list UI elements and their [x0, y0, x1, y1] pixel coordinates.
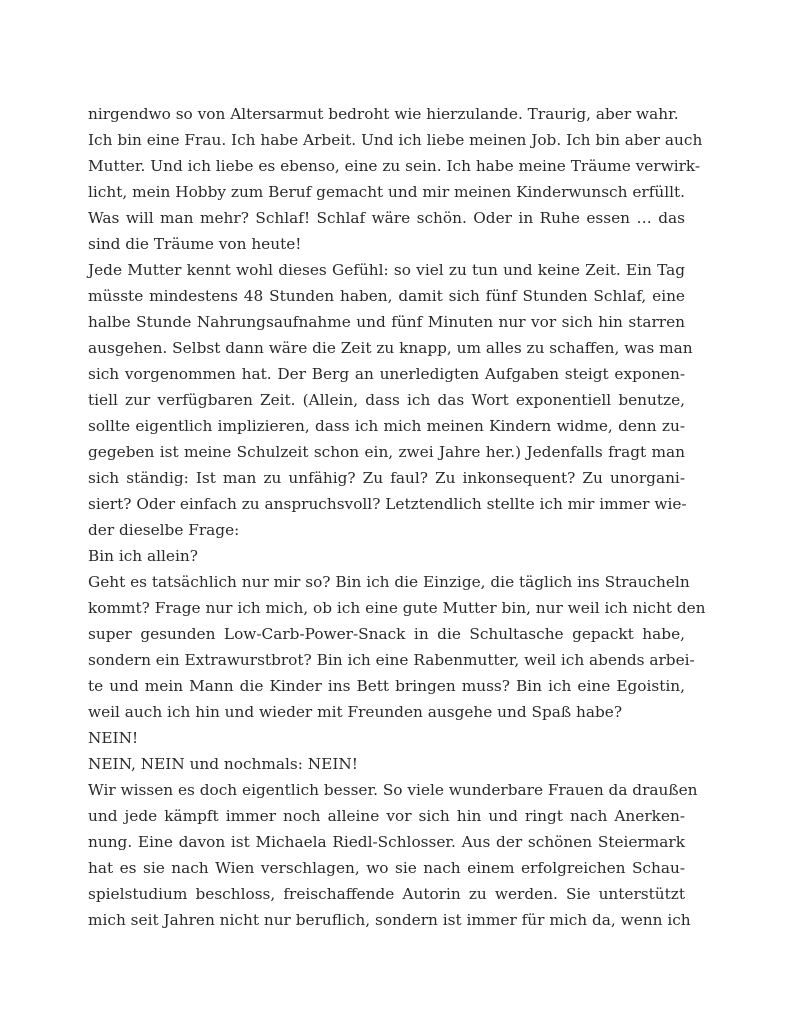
- text-line: siert? Oder einfach zu anspruchsvoll? Letztendlich stellte ich mir immer wie-: [88, 495, 687, 513]
- text-line: und jede kämpft immer noch alleine vor sich hin und ringt nach Anerken-: [88, 807, 685, 825]
- text-line: NEIN!: [88, 729, 139, 747]
- text-line: sollte eigentlich implizieren, dass ich mich meinen Kindern widme, denn zu-: [88, 417, 685, 435]
- text-line: müsste mindestens 48 Stunden haben, damit sich fünf Stunden Schlaf, eine: [88, 287, 685, 305]
- text-line: mich seit Jahren nicht nur beruflich, sondern ist immer für mich da, wenn ich: [88, 911, 691, 929]
- text-line: Geht es tatsächlich nur mir so? Bin ich die Einzige, die täglich ins Straucheln: [88, 573, 690, 591]
- text-line: sondern ein Extrawurstbrot? Bin ich eine Rabenmutter, weil ich abends arbei-: [88, 651, 695, 669]
- text-line: te und mein Mann die Kinder ins Bett bringen muss? Bin ich eine Egoistin,: [88, 677, 685, 695]
- text-line: Was will man mehr? Schlaf! Schlaf wäre schön. Oder in Ruhe essen … das: [88, 209, 685, 227]
- text-line: ausgehen. Selbst dann wäre die Zeit zu knapp, um alles zu schaffen, was man: [88, 339, 693, 357]
- text-line: kommt? Frage nur ich mich, ob ich eine gute Mutter bin, nur weil ich nicht den: [88, 599, 706, 617]
- text-line: weil auch ich hin und wieder mit Freunden ausgehe und Spaß habe?: [88, 703, 623, 721]
- text-line: Ich bin eine Frau. Ich habe Arbeit. Und ich liebe meinen Job. Ich bin aber auch: [88, 131, 703, 149]
- text-line: nirgendwo so von Altersarmut bedroht wie hierzulande. Traurig, aber wahr.: [88, 105, 679, 123]
- text-line: nung. Eine davon ist Michaela Riedl-Schlosser. Aus der schönen Steiermark: [88, 833, 685, 851]
- text-line: sich vorgenommen hat. Der Berg an unerledigten Aufgaben steigt exponen-: [88, 365, 685, 383]
- text-line: tiell zur verfügbaren Zeit. (Allein, dass ich das Wort exponentiell benutze,: [88, 391, 685, 409]
- text-line: sind die Träume von heute!: [88, 235, 302, 253]
- text-line: Jede Mutter kennt wohl dieses Gefühl: so viel zu tun und keine Zeit. Ein Tag: [88, 261, 685, 279]
- body-text: [88, 101, 706, 933]
- text-line: spielstudium beschloss, freischaffende Autorin zu werden. Sie unterstützt: [88, 885, 685, 903]
- text-line: Mutter. Und ich liebe es ebenso, eine zu sein. Ich habe meine Träume verwirk-: [88, 157, 701, 175]
- text-line: licht, mein Hobby zum Beruf gemacht und mir meinen Kinderwunsch erfüllt.: [88, 183, 685, 201]
- text-line: halbe Stunde Nahrungsaufnahme und fünf Minuten nur vor sich hin starren: [88, 313, 685, 331]
- text-line: super gesunden Low-Carb-Power-Snack in die Schultasche gepackt habe,: [88, 625, 685, 643]
- text-line: der dieselbe Frage:: [88, 521, 240, 539]
- text-line: NEIN, NEIN und nochmals: NEIN!: [88, 755, 358, 773]
- text-line: Bin ich allein?: [88, 547, 198, 565]
- text-line: Wir wissen es doch eigentlich besser. So viele wunderbare Frauen da draußen: [88, 781, 698, 799]
- text-line: sich ständig: Ist man zu unfähig? Zu faul? Zu inkonsequent? Zu unorgani-: [88, 469, 685, 487]
- text-line: hat es sie nach Wien verschlagen, wo sie nach einem erfolgreichen Schau-: [88, 859, 685, 877]
- text-line: gegeben ist meine Schulzeit schon ein, zwei Jahre her.) Jedenfalls fragt man: [88, 443, 685, 461]
